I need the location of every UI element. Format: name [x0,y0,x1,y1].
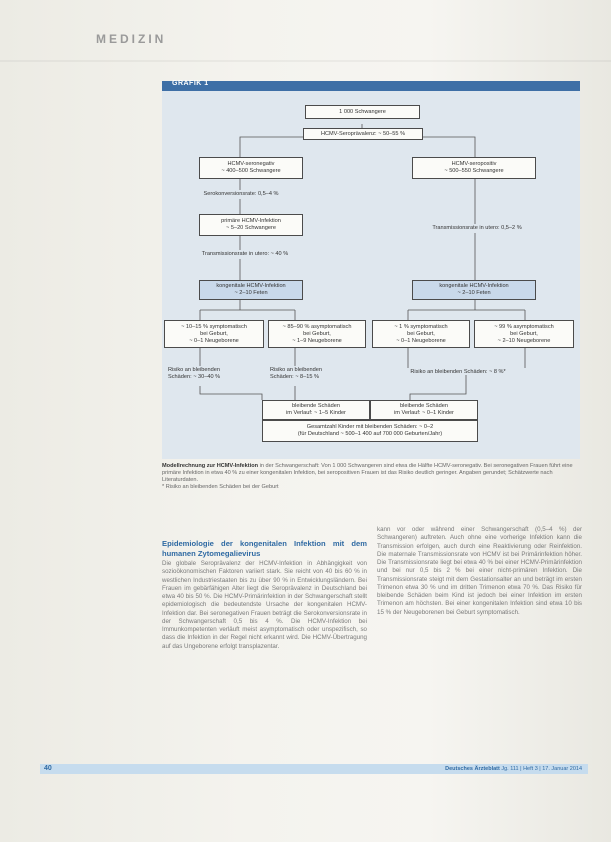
caption-note: * Risiko an bleibenden Schäden bei der Geburt [162,484,279,490]
page-footer [40,764,588,774]
caption-title: Modellrechnung zur HCMV-Infektion [162,463,259,469]
box-lasting-damage-a: bleibende Schäden im Verlauf: ~ 1–5 Kinder [262,400,370,420]
label-risk-positive: Risiko an bleibenden Schäden: ~ 8 %* [410,369,506,375]
caption-text: in der Schwangerschaft: Von 1 000 Schwangeren sind etwa die Hälfte HCMV-seronegativ. Bei seronegativen Frauen führt eine primäre Infektion in etwa 40 % zu einer kongenitalen Infektion, bei seropositiven Frauen ist das Risiko deutlich geringer. Angaben gerundet; Schätzwerte nach Literaturdaten. [162,463,573,483]
label-seroconversion-rate: Serokonversionsrate: 0,5–4 % [203,191,279,197]
page-number: 40 [44,765,52,772]
box-asymptomatic-positive: ~ 99 % asymptomatisch bei Geburt, ~ 2–10 Neugeborene [474,320,574,348]
article-left-text: Die globale Seroprävalenz der HCMV-Infektion in Abhängigkeit von sozioökonomischen Faktoren variiert stark. Sie reicht von 40 bis 60 % in westlichen Industriestaaten bis zu über 90 % in Entwicklungsländern. Bei Frauen im gebärfähigen Alter liegt die Seroprävalenz in Deutschland bei etwa 40 bis 50 %. Die HCMV-Primärinfektion in der Schwangerschaft stellt epidemiologisch die bedeutendste Ursache der kongenitalen HCMV-Infektion dar. Bei seronegativen Frauen beträgt die Serokonversionsrate in der Schwangerschaft 0,5 bis 4 %. Die HCMV-Infektion bei Immunkompetenten verläuft meist asymptomatisch oder unspezifisch, so dass die Infektion in der Regel nicht erkannt wird. Die HCMV-Übertragung auf das Ungeborene erfolgt transplazentar. [162,560,367,650]
box-symptomatic-negative: ~ 10–15 % symptomatisch bei Geburt, ~ 0–1 Neugeborene [164,320,264,348]
journal-name: Deutsches Ärzteblatt [445,766,500,772]
journal-info [445,766,582,772]
label-risk-symptomatic-negative: Risiko an bleibenden Schäden: ~ 30–40 % [168,367,221,380]
box-seronegative: HCMV-seronegativ ~ 400–500 Schwangere [199,157,303,179]
box-primary-infection: primäre HCMV-Infektion ~ 5–20 Schwangere [199,214,303,236]
article-right-column [377,526,582,617]
box-asymptomatic-negative: ~ 85–90 % asymptomatisch bei Geburt, ~ 1–9 Neugeborene [268,320,366,348]
article-title: Epidemiologie der kongenitalen Infektion mit dem humanen Zytomegalievirus [162,539,367,558]
label-transmission-negative: Transmissionsrate in utero: ~ 40 % [201,251,289,257]
figure-label: GRAFIK 1 [172,80,209,87]
box-congenital-infection-negative: kongenitale HCMV-Infektion ~ 2–10 Feten [199,280,303,300]
label-risk-asymptomatic-negative: Risiko an bleibenden Schäden: ~ 8–15 % [270,367,322,380]
label-transmission-positive: Transmissionsrate in utero: 0,5–2 % [432,225,522,231]
article-left-column [162,539,367,651]
box-seropositive: HCMV-seropositiv ~ 500–550 Schwangere [412,157,536,179]
section-header: MEDIZIN [96,32,167,46]
box-congenital-infection-positive: kongenitale HCMV-Infektion ~ 2–10 Feten [412,280,536,300]
article-right-text: kann vor oder während einer Schwangerschaft (0,5–4 %) der Schwangeren) auftreten. Auch ohne eine vorherige Infektion kann die Transmission erfolgen, auch durch eine Reaktivierung oder Reinfektion. Die maternale Transmissionsrate von HCMV ist bei Primärinfektion höher. Die Transmissionsrate liegt bei etwa 40 % bei einer HCMV-Primärinfektion und bei nur 0,5 bis 2 % bei einer nicht-primären Infektion. Die Transmissionsrate steigt mit dem Gestationsalter an und beträgt im ersten Trimenon etwa 30 % und im dritten Trimenon etwa 70 %. Das Risiko für bleibende Schäden beim Kind ist jedoch bei einer Infektion im ersten Trimenon am höchsten. Bei einer kongenitalen Infektion sind etwa 10 bis 15 % der Neugeborenen bei Geburt symptomatisch. [377,526,582,616]
figure-caption [162,463,582,491]
journal-issue: Jg. 111 | Heft 3 | 17. Januar 2014 [501,766,582,772]
box-total-children: Gesamtzahl Kinder mit bleibenden Schäden: ~ 0–2 (für Deutschland ~ 500–1 400 auf 700 000 Geburten/Jahr) [262,420,478,442]
box-seroprevalence: HCMV-Seroprävalenz: ~ 50–55 % [303,128,423,140]
box-pregnant-women: 1 000 Schwangere [305,105,420,119]
box-symptomatic-positive: ~ 1 % symptomatisch bei Geburt, ~ 0–1 Neugeborene [372,320,470,348]
box-lasting-damage-b: bleibende Schäden im Verlauf: ~ 0–1 Kinder [370,400,478,420]
